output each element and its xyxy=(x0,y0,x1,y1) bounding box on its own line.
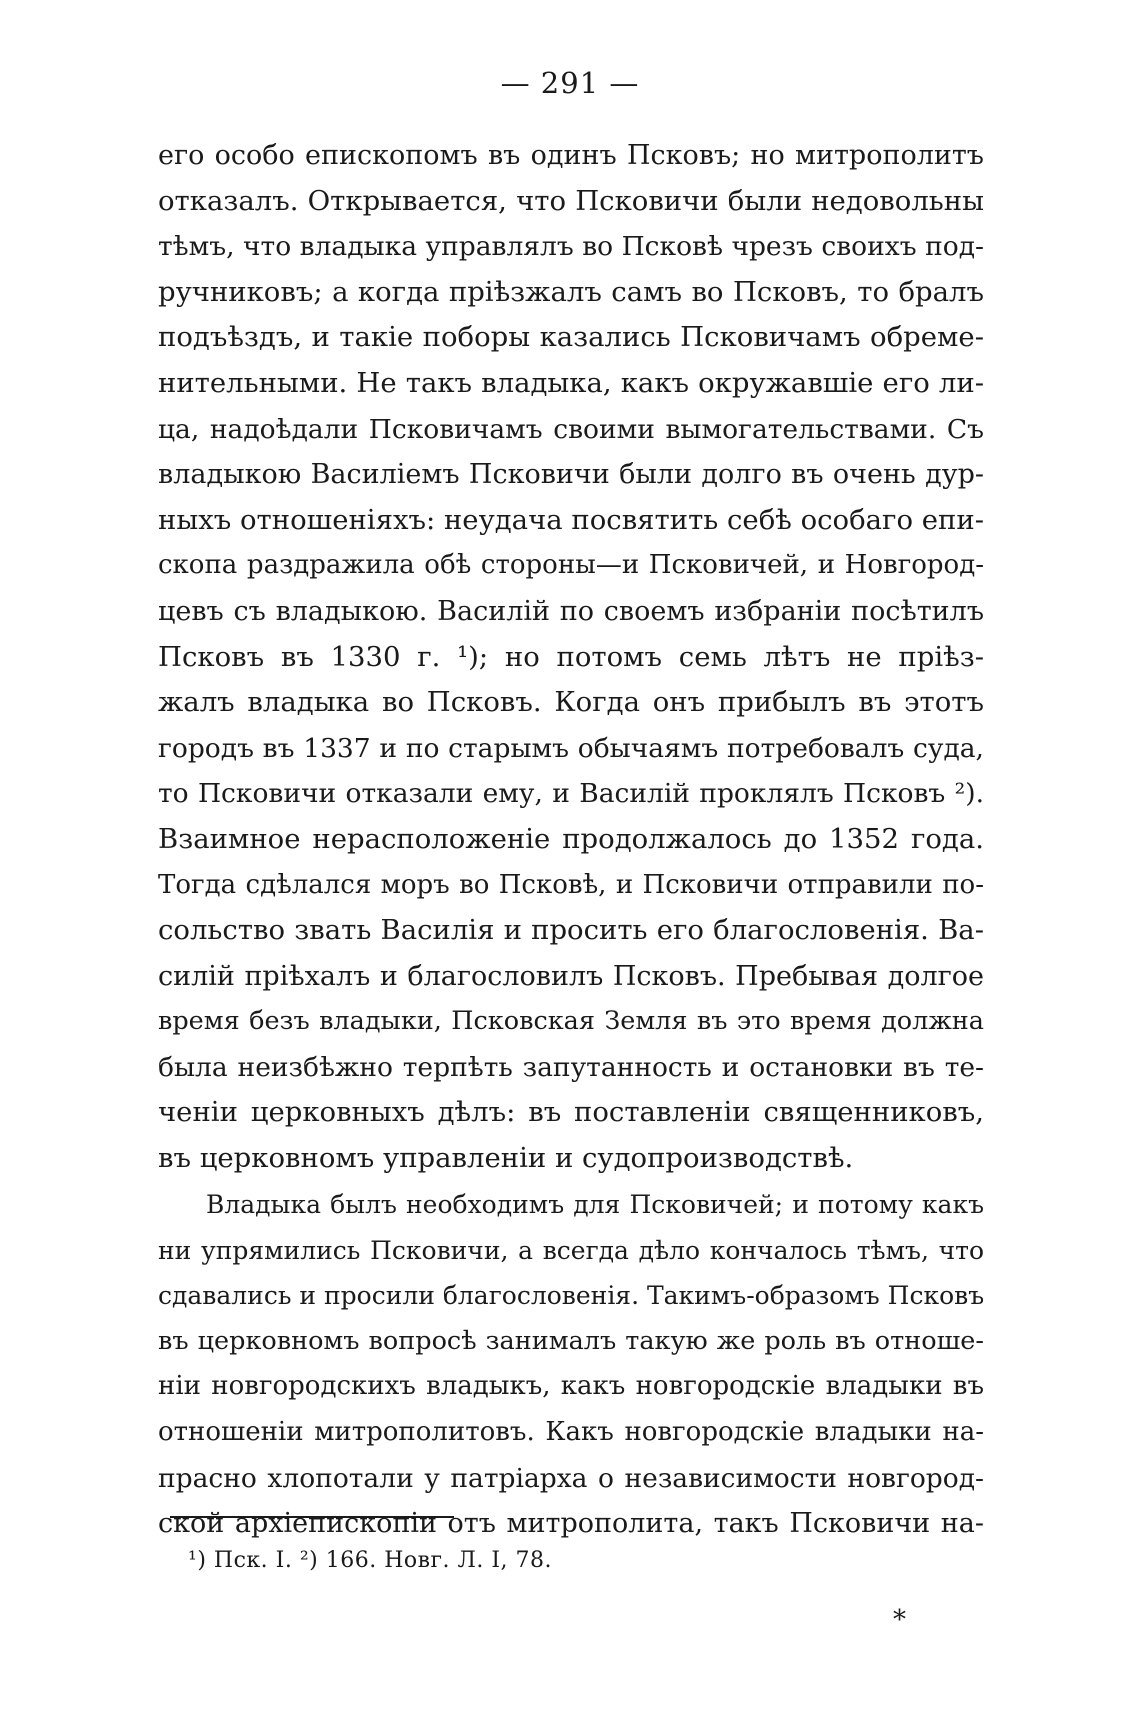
paragraph-1 xyxy=(158,133,984,1182)
text-line: цевъ съ владыкою. Василій по своемъ избраніи посѣтилъ xyxy=(158,595,984,627)
text-line: то Псковичи отказали ему, и Василій проклялъ Псковъ ²). xyxy=(158,778,984,810)
text-line: ской архіепископіи отъ митрополита, такъ Псковичи на- xyxy=(158,1508,984,1540)
text-line: ніи новгородскихъ владыкъ, какъ новгородскіе владыки въ xyxy=(158,1371,984,1402)
text-line: ручниковъ; а когда пріѣзжалъ самъ во Псковъ, то бралъ xyxy=(158,275,984,308)
text-line: отношеніи митрополитовъ. Какъ новгородскіе владыки на- xyxy=(158,1416,984,1447)
text-line: его особо епископомъ въ одинъ Псковъ; но митрополитъ xyxy=(158,140,984,171)
text-line: владыкою Василіемъ Псковичи были долго въ очень дур- xyxy=(158,459,984,491)
text-line: была неизбѣжно терпѣть запутанность и остановки въ те- xyxy=(158,1051,984,1083)
text-line: Псковъ въ 1330 г. ¹); но потомъ семь лѣтъ не пріѣз- xyxy=(158,640,984,673)
text-line: ца, надоѣдали Псковичамъ своими вымогательствами. Съ xyxy=(158,413,984,445)
paragraph-2 xyxy=(158,1182,984,1547)
text-line: сольство звать Василія и просить его благословенія. Ва- xyxy=(158,914,984,947)
text-line: въ церковномъ управленіи и судопроизводствѣ. xyxy=(158,1142,854,1175)
text-line: скопа раздражила обѣ стороны—и Псковичей, и Новгород- xyxy=(158,550,984,581)
text-line: тѣмъ, что владыка управлялъ во Псковѣ чрезъ своихъ под- xyxy=(158,231,984,263)
text-line: нительными. Не такъ владыка, какъ окружавшіе его ли- xyxy=(158,366,984,399)
text-line: Тогда сдѣлался моръ во Псковѣ, и Псковичи отправили по- xyxy=(158,869,984,900)
text-line: городъ въ 1337 и по старымъ обычаямъ потребовалъ суда, xyxy=(158,732,984,764)
page-number: — 291 — xyxy=(500,66,640,100)
text-line: Владыка былъ необходимъ для Псковичей; и потому какъ xyxy=(206,1190,984,1219)
text-line: жалъ владыка во Псковъ. Когда онъ прибылъ въ этотъ xyxy=(158,686,984,719)
text-line: время безъ владыки, Псковская Земля въ это время должна xyxy=(158,1006,984,1037)
text-line: ченіи церковныхъ дѣлъ: въ поставленіи священниковъ, xyxy=(158,1096,984,1129)
footnote-divider xyxy=(170,1516,454,1518)
text-line: подъѣздъ, и такіе поборы казались Псковичамъ обреме- xyxy=(158,321,984,354)
footnote: ¹) Пск. I. ²) 166. Новг. Л. I, 78. xyxy=(188,1548,553,1573)
text-line: отказалъ. Открывается, что Псковичи были недовольны xyxy=(158,184,984,217)
text-line: сдавались и просили благословенія. Такимъ-образомъ Псковъ xyxy=(158,1281,984,1311)
text-line: прасно хлопотали у патріарха о независимости новгород- xyxy=(158,1462,984,1494)
text-line: Взаимное нерасположеніе продолжалось до 1352 года. xyxy=(158,822,984,855)
text-line: въ церковномъ вопросѣ занималъ такую же роль въ отноше- xyxy=(158,1325,984,1356)
text-line: ныхъ отношеніяхъ: неудача посвятить себѣ особаго епи- xyxy=(158,503,984,536)
text-line: ни упрямились Псковичи, а всегда дѣло кончалось тѣмъ, что xyxy=(158,1235,984,1265)
printer-signature-mark: ⁎ xyxy=(893,1597,906,1627)
text-line: силій пріѣхалъ и благословилъ Псковъ. Пребывая долгое xyxy=(158,960,984,992)
